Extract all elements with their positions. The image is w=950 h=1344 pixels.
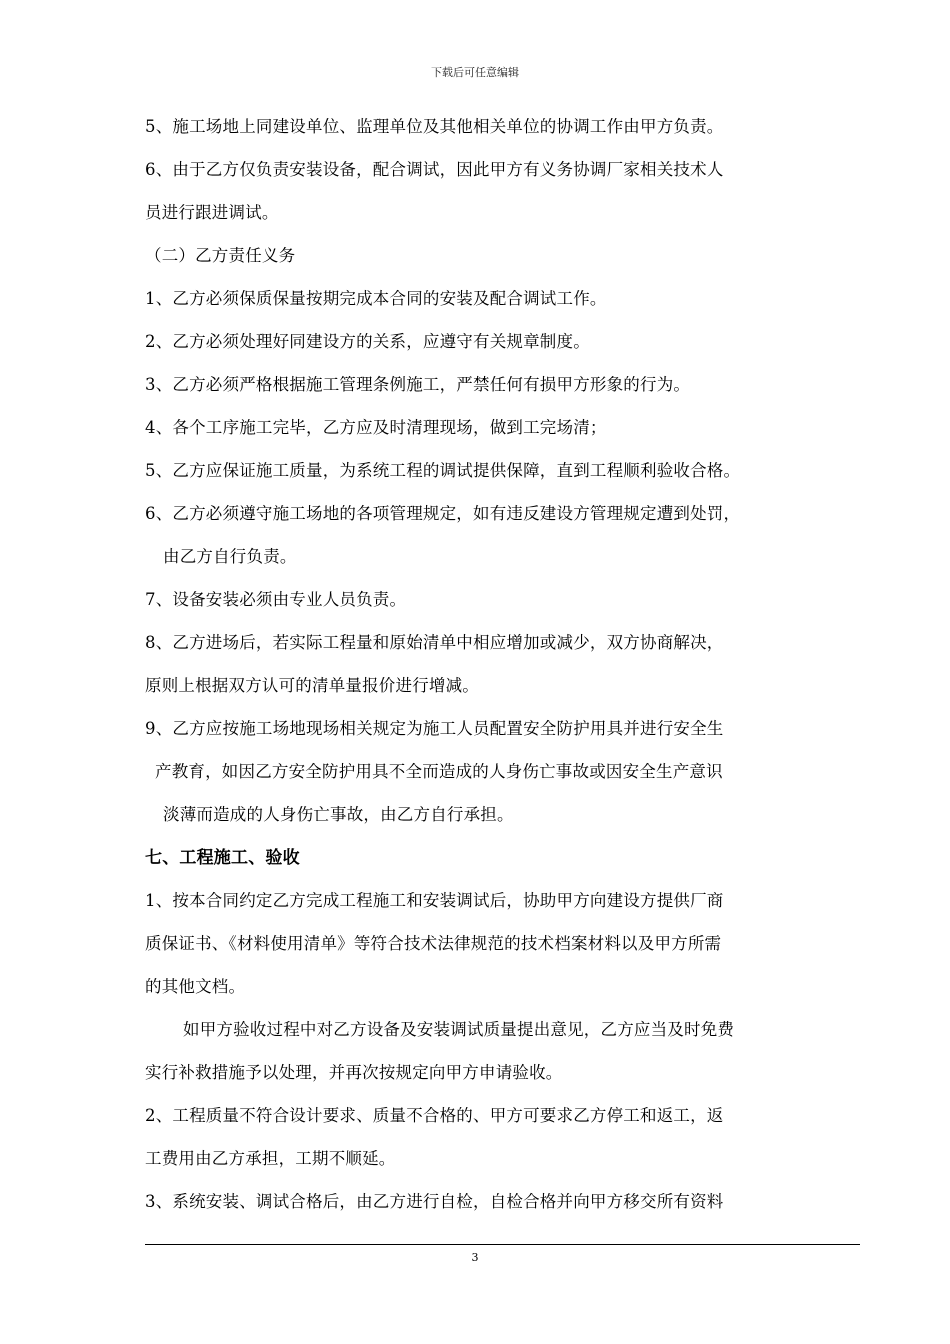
paragraph-line: 4、各个工序施工完毕，乙方应及时清理现场，做到工完场清； bbox=[145, 418, 607, 437]
paragraph-line: 由乙方自行负责。 bbox=[163, 547, 297, 566]
paragraph-line: 3、乙方必须严格根据施工管理条例施工，严禁任何有损甲方形象的行为。 bbox=[145, 375, 691, 394]
paragraph-line: 5、施工场地上同建设单位、监理单位及其他相关单位的协调工作由甲方负责。 bbox=[145, 117, 724, 136]
paragraph-line: 原则上根据双方认可的清单量报价进行增减。 bbox=[145, 676, 479, 695]
document-body bbox=[145, 117, 845, 1235]
page-header: 下载后可任意编辑 bbox=[431, 66, 519, 79]
paragraph-line: 6、乙方必须遵守施工场地的各项管理规定，如有违反建设方管理规定遭到处罚， bbox=[145, 504, 741, 523]
paragraph-line: 1、乙方必须保质保量按期完成本合同的安装及配合调试工作。 bbox=[145, 289, 607, 308]
paragraph-line: 2、工程质量不符合设计要求、质量不合格的、甲方可要求乙方停工和返工，返 bbox=[145, 1106, 724, 1125]
footer-divider bbox=[145, 1244, 860, 1245]
paragraph-line: 质保证书、《材料使用清单》等符合技术法律规范的技术档案材料以及甲方所需 bbox=[145, 934, 722, 953]
paragraph-line: 如甲方验收过程中对乙方设备及安装调试质量提出意见，乙方应当及时免费 bbox=[183, 1020, 735, 1039]
paragraph-line: 的其他文档。 bbox=[145, 977, 246, 996]
paragraph-line: 6、由于乙方仅负责安装设备，配合调试，因此甲方有义务协调厂家相关技术人 bbox=[145, 160, 724, 179]
paragraph-line: 2、乙方必须处理好同建设方的关系，应遵守有关规章制度。 bbox=[145, 332, 590, 351]
section-subheading: （二）乙方责任义务 bbox=[145, 246, 296, 265]
paragraph-line: 3、系统安装、调试合格后，由乙方进行自检，自检合格并向甲方移交所有资料 bbox=[145, 1192, 724, 1211]
paragraph-line: 5、乙方应保证施工质量，为系统工程的调试提供保障，直到工程顺利验收合格。 bbox=[145, 461, 741, 480]
paragraph-line: 产教育，如因乙方安全防护用具不全而造成的人身伤亡事故或因安全生产意识 bbox=[155, 762, 723, 781]
section-heading: 七、工程施工、验收 bbox=[145, 848, 300, 868]
paragraph-line: 员进行跟进调试。 bbox=[145, 203, 279, 222]
paragraph-line: 实行补救措施予以处理，并再次按规定向甲方申请验收。 bbox=[145, 1063, 563, 1082]
paragraph-line: 淡薄而造成的人身伤亡事故，由乙方自行承担。 bbox=[163, 805, 514, 824]
page-number: 3 bbox=[471, 1251, 479, 1264]
paragraph-line: 8、乙方进场后，若实际工程量和原始清单中相应增加或减少，双方协商解决， bbox=[145, 633, 724, 652]
paragraph-line: 工费用由乙方承担，工期不顺延。 bbox=[145, 1149, 396, 1168]
paragraph-line: 9、乙方应按施工场地现场相关规定为施工人员配置安全防护用具并进行安全生 bbox=[145, 719, 724, 738]
paragraph-line: 1、按本合同约定乙方完成工程施工和安装调试后，协助甲方向建设方提供厂商 bbox=[145, 891, 724, 910]
paragraph-line: 7、设备安装必须由专业人员负责。 bbox=[145, 590, 407, 609]
